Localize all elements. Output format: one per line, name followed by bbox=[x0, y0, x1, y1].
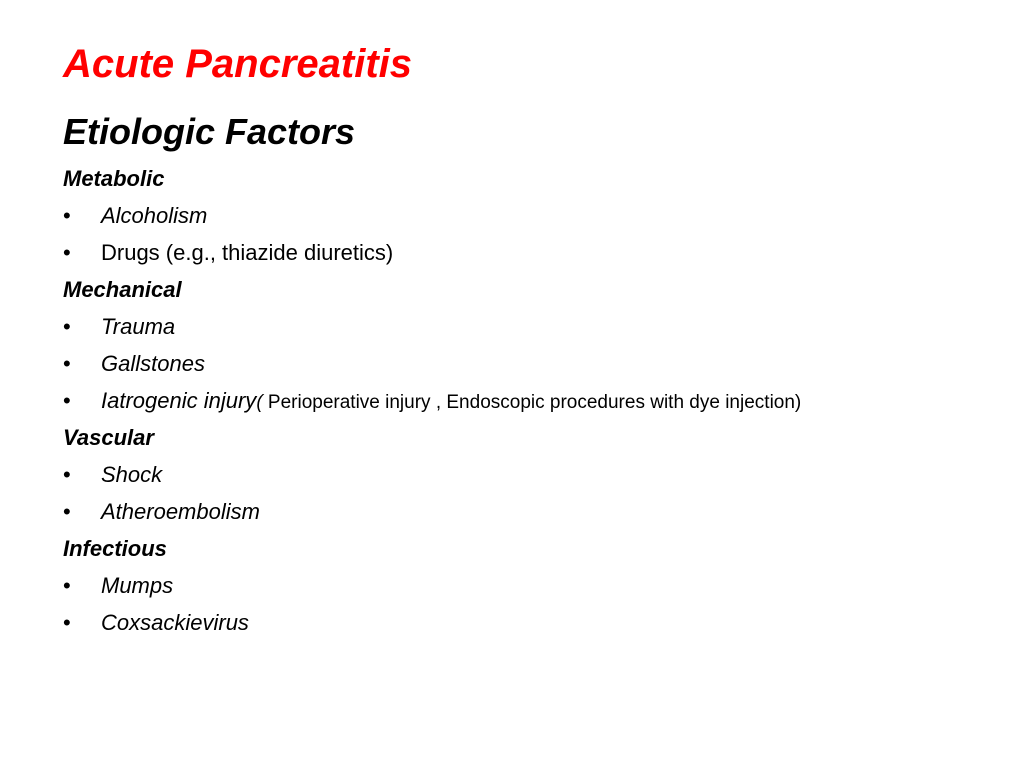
category-vascular: Vascular bbox=[63, 425, 154, 450]
item-text: Mumps bbox=[101, 573, 174, 598]
item-detail: Perioperative injury , Endoscopic procedures with dye injection) bbox=[262, 392, 802, 413]
bullet-icon: • bbox=[63, 240, 71, 265]
category-metabolic: Metabolic bbox=[63, 166, 165, 191]
bullet-icon: • bbox=[63, 388, 71, 413]
item-text: Shock bbox=[101, 462, 163, 487]
list-item-iatrogenic-injury bbox=[63, 382, 1003, 419]
list-item-mumps bbox=[63, 567, 1003, 604]
bullet-icon: • bbox=[63, 351, 71, 376]
list-item-drugs bbox=[63, 234, 1003, 271]
bullet-icon: • bbox=[63, 573, 71, 598]
list-item-atheroembolism bbox=[63, 493, 1003, 530]
slide-subtitle: Etiologic Factors bbox=[63, 111, 356, 152]
slide-title: Acute Pancreatitis bbox=[63, 42, 413, 86]
item-text: Atheroembolism bbox=[101, 499, 260, 524]
bullet-icon: • bbox=[63, 203, 71, 228]
list-item-coxsackievirus bbox=[63, 604, 1003, 641]
list-item-alcoholism bbox=[63, 197, 1003, 234]
bullet-icon: • bbox=[63, 610, 71, 635]
list-item-shock bbox=[63, 456, 1003, 493]
item-text: Coxsackievirus bbox=[101, 610, 249, 635]
bullet-icon: • bbox=[63, 462, 71, 487]
bullet-icon: • bbox=[63, 314, 71, 339]
category-mechanical: Mechanical bbox=[63, 277, 182, 302]
item-text: Alcoholism bbox=[101, 203, 208, 228]
item-text: Drugs (e.g., thiazide diuretics) bbox=[101, 240, 394, 265]
factor-list bbox=[63, 160, 1003, 641]
item-text: Trauma bbox=[101, 314, 176, 339]
list-item-gallstones bbox=[63, 345, 1003, 382]
category-infectious: Infectious bbox=[63, 536, 167, 561]
bullet-icon: • bbox=[63, 499, 71, 524]
list-item-trauma bbox=[63, 308, 1003, 345]
item-detail-open-paren: ( bbox=[256, 392, 263, 413]
item-text: Gallstones bbox=[101, 351, 205, 376]
item-text: Iatrogenic injury bbox=[101, 388, 257, 413]
